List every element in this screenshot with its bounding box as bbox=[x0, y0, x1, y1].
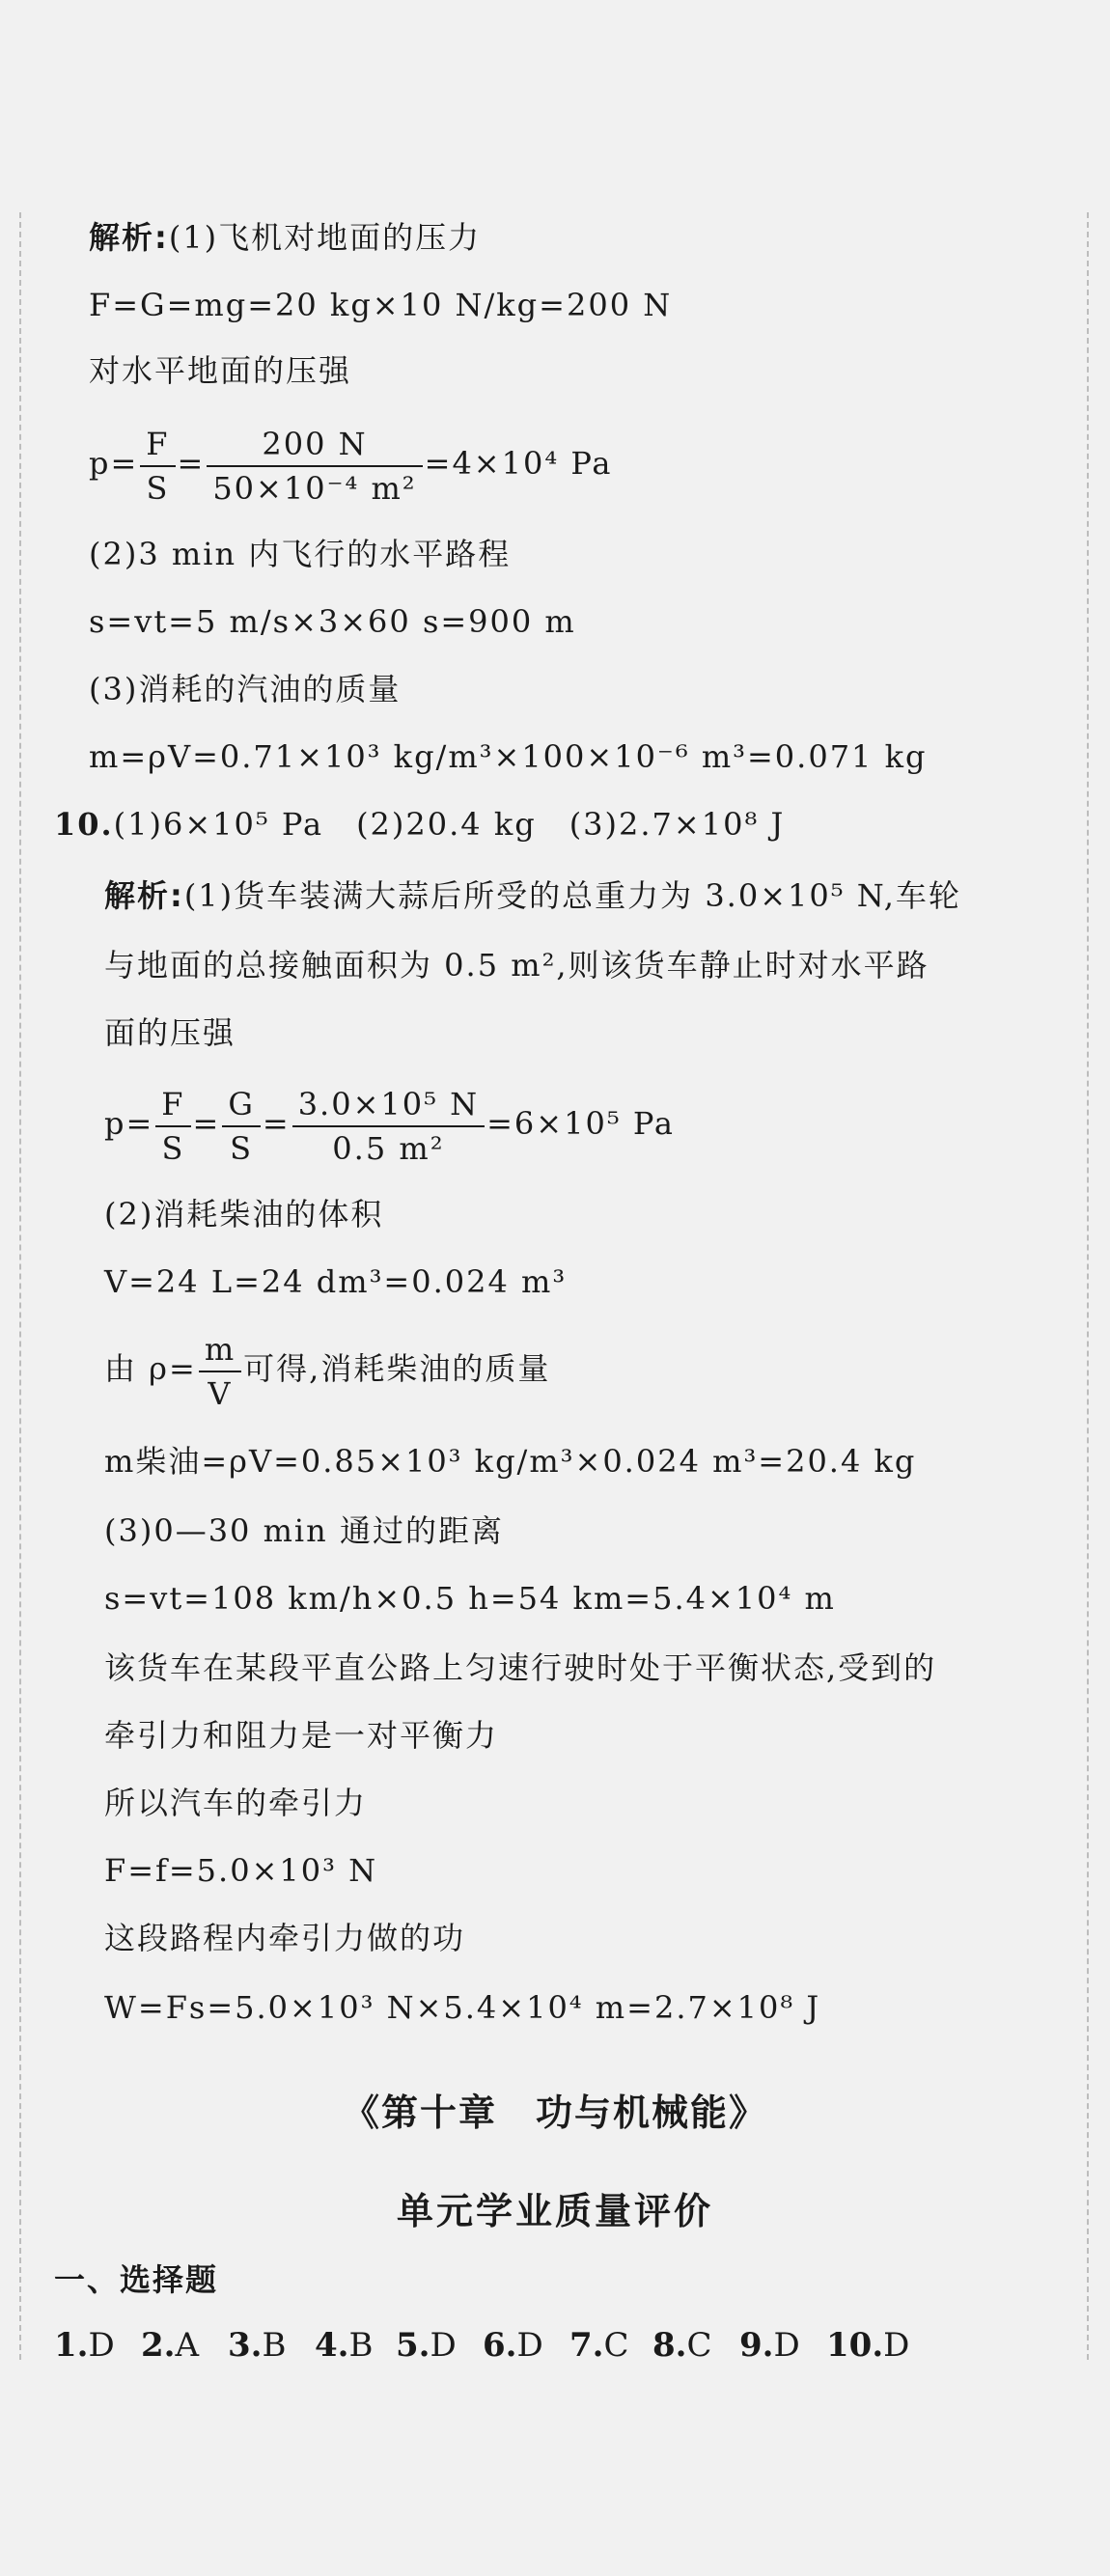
q10-analysis-line-14: F=f=5.0×10³ N bbox=[104, 1852, 378, 1889]
q9-analysis-line-3: 对水平地面的压强 bbox=[89, 352, 352, 389]
answer-item bbox=[396, 2326, 457, 2365]
analysis-label: 解析 bbox=[104, 877, 171, 914]
answer-choice: B bbox=[348, 2326, 374, 2365]
answer-number: 6. bbox=[483, 2326, 517, 2365]
answer-choice: C bbox=[603, 2326, 629, 2365]
q9-analysis-line-7: (3)消耗的汽油的质量 bbox=[89, 671, 402, 707]
answer-item bbox=[739, 2326, 800, 2365]
chapter-title: 《第十章 功与机械能》 bbox=[342, 2091, 767, 2134]
unit-title: 单元学业质量评价 bbox=[396, 2190, 713, 2232]
q10-analysis-line-9: (3)0—30 min 通过的距离 bbox=[104, 1512, 504, 1549]
q10-analysis-line-10: s=vt=108 km/h×0.5 h=54 km=5.4×10⁴ m bbox=[104, 1580, 836, 1617]
answer-choice: C bbox=[686, 2326, 712, 2365]
answer-item bbox=[141, 2326, 199, 2365]
answer-choice: A bbox=[175, 2326, 200, 2365]
analysis-label: 解析 bbox=[89, 219, 155, 256]
q10-analysis-line-16: W=Fs=5.0×10³ N×5.4×10⁴ m=2.7×10⁸ J bbox=[104, 1989, 821, 2026]
answer-number: 4. bbox=[315, 2326, 349, 2365]
answer-choice: D bbox=[883, 2326, 910, 2365]
q9-pressure-formula: p= $\frac{F}{S}$ = $\frac{200 N}{\text{50×10⁻⁴ m²}}$ =4×10⁴ Pa bbox=[89, 425, 613, 507]
answer-item bbox=[569, 2326, 629, 2365]
q10-analysis-line-11: 该货车在某段平直公路上匀速行驶时处于平衡状态,受到的 bbox=[104, 1649, 937, 1686]
answer-item bbox=[652, 2326, 712, 2365]
q10-answer-line: 10.(1)6×10⁵ Pa (2)20.4 kg (3)2.7×10⁸ J bbox=[54, 806, 786, 843]
answer-number: 10. bbox=[826, 2326, 884, 2365]
q10-analysis-line-1: 解析:(1)货车装满大蒜后所受的总重力为 3.0×10⁵ N,车轮 bbox=[104, 877, 961, 914]
q9-analysis-line-1: 解析:(1)飞机对地面的压力 bbox=[89, 219, 482, 256]
q10-density-formula: 由 ρ= $\frac{m}{V}$ 可得,消耗柴油的质量 bbox=[104, 1330, 551, 1412]
answer-choice: D bbox=[773, 2326, 800, 2365]
section-title: 一、选择题 bbox=[54, 2261, 219, 2298]
question-number: 10. bbox=[54, 806, 114, 843]
fraction: $\frac{F}{S}$ bbox=[155, 1087, 190, 1166]
answer-number: 9. bbox=[739, 2326, 774, 2365]
q10-analysis-line-15: 这段路程内牵引力做的功 bbox=[104, 1920, 466, 1956]
answer-number: 7. bbox=[569, 2326, 604, 2365]
q9-analysis-line-2: F=G=mg=20 kg×10 N/kg=200 N bbox=[89, 287, 673, 323]
answer-item bbox=[315, 2326, 374, 2365]
answer-choice: D bbox=[88, 2326, 115, 2365]
answer-number: 3. bbox=[228, 2326, 263, 2365]
q10-pressure-formula: p= $\frac{F}{S}$ = $\frac{G}{S}$ = $\frac{\text{3.0×10⁵ N}}{\text{0.5 m²}}$ =6×10⁵ Pa bbox=[104, 1085, 675, 1167]
fraction: $\frac{G}{S}$ bbox=[222, 1087, 261, 1166]
q9-analysis-line-5: (2)3 min 内飞行的水平路程 bbox=[89, 536, 512, 572]
q9-analysis-line-8: m=ρV=0.71×10³ kg/m³×100×10⁻⁶ m³=0.071 kg bbox=[89, 738, 928, 775]
answer-item bbox=[826, 2326, 909, 2365]
q10-analysis-line-2: 与地面的总接触面积为 0.5 m²,则该货车静止时对水平路 bbox=[104, 947, 930, 983]
fraction: $\frac{F}{S}$ bbox=[140, 427, 175, 506]
fraction: $\frac{200 N}{\text{50×10⁻⁴ m²}}$ bbox=[207, 427, 422, 506]
q10-analysis-line-13: 所以汽车的牵引力 bbox=[104, 1785, 368, 1821]
answer-choice: B bbox=[262, 2326, 287, 2365]
q10-analysis-line-5: (2)消耗柴油的体积 bbox=[104, 1196, 384, 1233]
answer-choice: D bbox=[430, 2326, 457, 2365]
answer-number: 8. bbox=[652, 2326, 687, 2365]
answer-number: 1. bbox=[54, 2326, 89, 2365]
fraction: $\frac{\text{3.0×10⁵ N}}{\text{0.5 m²}}$ bbox=[292, 1087, 485, 1166]
q10-analysis-line-3: 面的压强 bbox=[104, 1014, 236, 1051]
answer-choice: D bbox=[516, 2326, 543, 2365]
answer-number: 2. bbox=[141, 2326, 176, 2365]
left-dashed-border bbox=[19, 212, 21, 2360]
q9-analysis-line-6: s=vt=5 m/s×3×60 s=900 m bbox=[89, 603, 576, 640]
q10-analysis-line-12: 牵引力和阻力是一对平衡力 bbox=[104, 1717, 499, 1754]
answer-item bbox=[483, 2326, 543, 2365]
fraction: $\frac{m}{V}$ bbox=[199, 1332, 241, 1411]
answer-number: 5. bbox=[396, 2326, 430, 2365]
q10-analysis-line-6: V=24 L=24 dm³=0.024 m³ bbox=[104, 1263, 568, 1300]
answer-item bbox=[54, 2326, 115, 2365]
q10-analysis-line-8: m柴油=ρV=0.85×10³ kg/m³×0.024 m³=20.4 kg bbox=[104, 1443, 917, 1480]
right-dashed-border bbox=[1087, 212, 1089, 2360]
answer-item bbox=[228, 2326, 287, 2365]
